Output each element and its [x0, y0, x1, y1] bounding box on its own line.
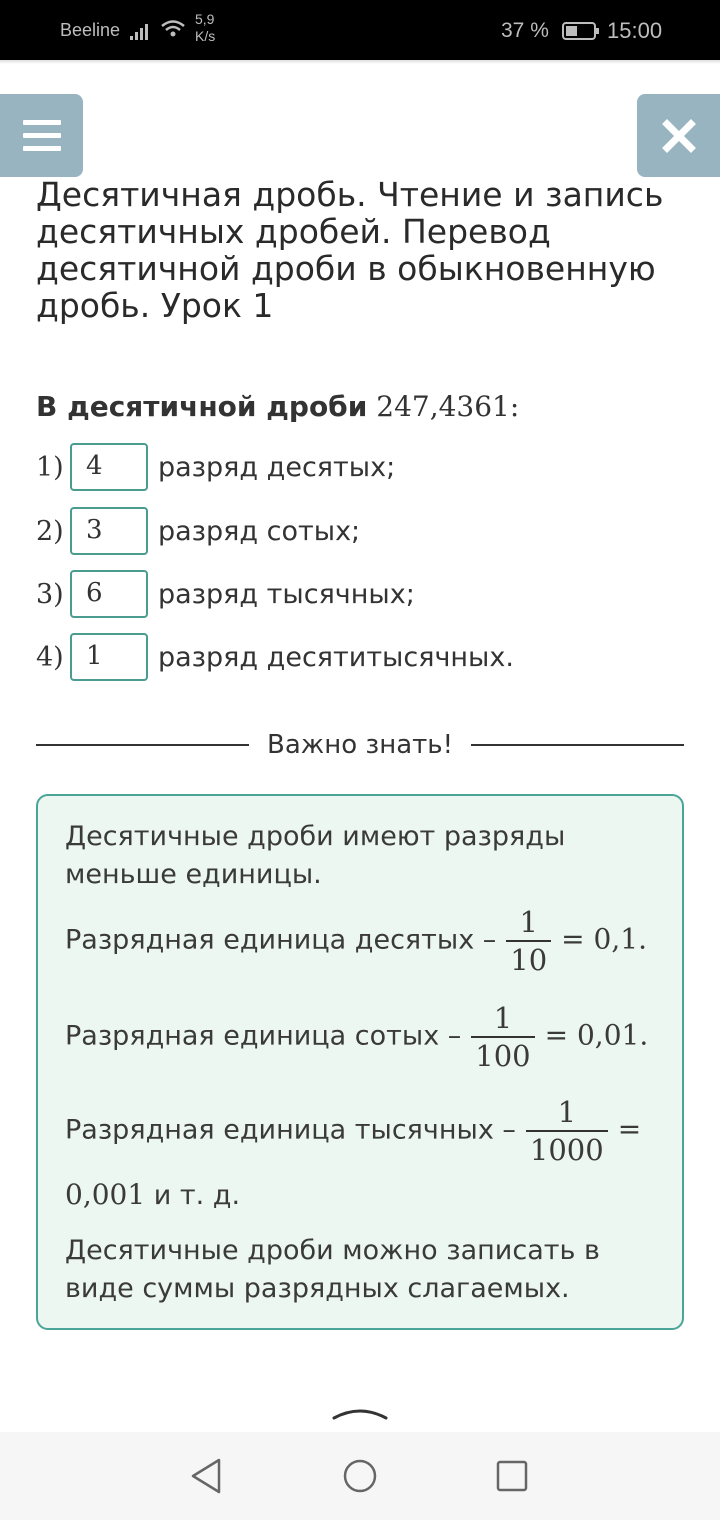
speed-value: 5,9	[195, 11, 215, 27]
fraction-denominator: 1000	[529, 1133, 604, 1167]
speed-unit: K/s	[195, 28, 216, 44]
answer-input[interactable]: 1	[70, 633, 148, 681]
line-text: Разрядная единица сотых –	[65, 1020, 462, 1052]
fraction-denominator: 10	[510, 943, 548, 977]
fraction	[471, 1000, 534, 1074]
continuation-value: 0,001	[65, 1178, 146, 1211]
line-result: =	[617, 1112, 642, 1146]
row-number: 3)	[36, 578, 64, 610]
info-intro: Десятичные дроби имеют разряды меньше единицы.	[65, 821, 566, 890]
fraction-numerator: 1	[526, 1094, 608, 1132]
page-title: Десятичная дробь. Чтение и запись десятичных дробей. Перевод десятичной дроби в обыкновенную дробь. Урок 1	[36, 175, 664, 325]
close-button[interactable]	[637, 94, 720, 177]
fraction-numerator: 1	[506, 904, 551, 942]
important-heading: Важно знать!	[267, 730, 454, 760]
signal-icon	[130, 22, 152, 40]
fraction	[526, 1094, 608, 1168]
answer-row	[36, 633, 514, 681]
question-prefix: В десятичной дроби	[36, 390, 368, 423]
header-shadow	[0, 60, 720, 64]
important-divider	[36, 725, 684, 765]
info-line-tenths	[65, 904, 647, 978]
chevron-up-icon[interactable]	[330, 1404, 390, 1424]
line-text: Разрядная единица десятых –	[65, 924, 497, 956]
network-speed	[195, 11, 215, 45]
info-line-continuation	[65, 1178, 240, 1211]
fraction-denominator: 100	[475, 1039, 531, 1073]
answer-row	[36, 570, 415, 618]
menu-icon-bar	[23, 133, 61, 138]
battery-icon	[562, 21, 600, 41]
close-icon	[662, 119, 696, 153]
clock: 15:00	[607, 18, 663, 43]
wifi-icon	[160, 18, 186, 40]
back-icon[interactable]	[189, 1457, 223, 1495]
battery-percent: 37 %	[501, 19, 549, 42]
menu-button[interactable]	[0, 94, 83, 177]
line-text: Разрядная единица тысячных –	[65, 1114, 516, 1146]
carrier-name: Beeline	[60, 20, 121, 40]
menu-icon	[23, 120, 61, 125]
answer-input[interactable]: 4	[70, 443, 148, 491]
bottom-sheet[interactable]	[0, 1390, 720, 1432]
navigation-bar	[0, 1432, 720, 1520]
row-number: 2)	[36, 515, 64, 547]
info-line-thousandths	[65, 1094, 641, 1168]
row-label: разряд десятитысячных.	[158, 641, 514, 673]
fraction-numerator: 1	[471, 1000, 534, 1038]
question-text	[36, 390, 519, 423]
info-outro: Десятичные дроби можно записать в виде суммы разрядных слагаемых.	[65, 1235, 600, 1304]
status-bar	[0, 0, 720, 60]
row-label: разряд тысячных;	[158, 578, 415, 610]
question-suffix: :	[509, 390, 520, 423]
line-result: = 0,01.	[544, 1018, 649, 1052]
row-number: 4)	[36, 641, 64, 673]
answer-input[interactable]: 6	[70, 570, 148, 618]
answer-row	[36, 507, 360, 555]
home-icon[interactable]	[342, 1458, 378, 1494]
row-label: разряд сотых;	[158, 515, 361, 547]
info-line-hundredths	[65, 1000, 648, 1074]
important-info-box	[36, 794, 684, 1330]
divider-line	[36, 744, 249, 746]
continuation-text: и т. д.	[153, 1180, 241, 1211]
recents-icon[interactable]	[496, 1460, 528, 1492]
question-number: 247,4361	[376, 390, 510, 423]
answer-input[interactable]: 3	[70, 507, 148, 555]
fraction	[506, 904, 551, 978]
divider-line	[471, 744, 684, 746]
answer-row	[36, 443, 395, 491]
menu-icon-bar	[23, 146, 61, 151]
row-number: 1)	[36, 451, 64, 483]
line-result: = 0,1.	[561, 922, 647, 956]
row-label: разряд десятых;	[158, 451, 396, 483]
